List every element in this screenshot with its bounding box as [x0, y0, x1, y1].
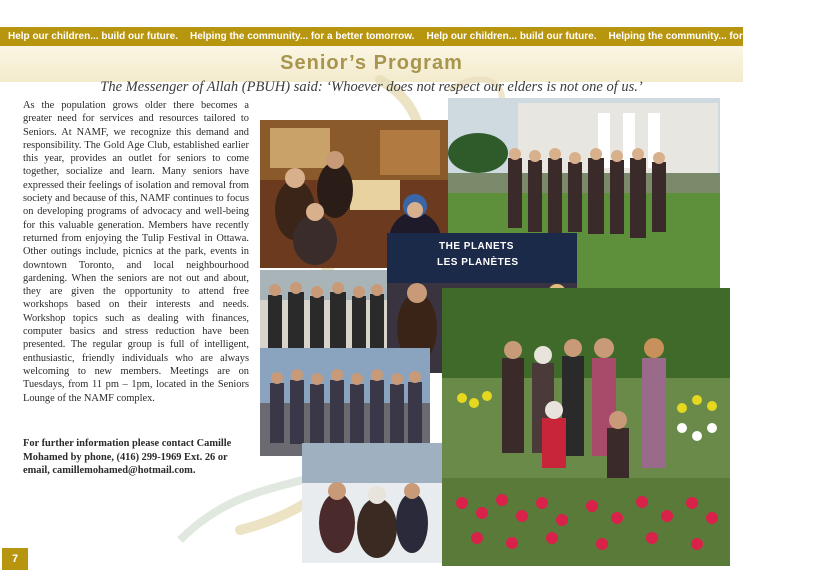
banner-slogan: Helping the community... for a better tomorrow. — [190, 31, 415, 42]
photo-collage — [252, 98, 730, 566]
hadith-quote: The Messenger of Allah (PBUH) said: ‘Whoever does not respect our elders is not one of us.’ — [100, 79, 643, 95]
top-banner — [0, 27, 833, 46]
photo-bus-group — [260, 348, 430, 456]
article-body: As the population grows older there becomes a greater need for services and resources tailored to Seniors. At NAMF, we recognize this demand and responsibility. The Gold Age Club, established earlier this year, provides an outlet for seniors to come together, socialize and learn. Many seniors have expressed their feelings of isolation and removal from society and because of this, NAMF continues to focus on developing programs of advocacy and well-being for this valuable generation. Members have recently returned from enjoying the Tulip Festival in Ottawa. Other outings include, picnics at the park, events in downtown Toronto, and local neighbourhood gardening. When the seniors are not out and about, they are given the opportunity to attend free workshops based on their interests and needs. Workshop topics such as dealing with finances, computer basics and stress reduction have been presented. The regular group is full of intelligent, enthusiastic, friendly individuals who are always welcoming to new members. Meetings are on Tuesdays, from 11 pm – 1pm, located in the Seniors Lounge of the NAMF complex. — [23, 100, 249, 404]
banner-slogan: Help our children... build our future. — [8, 31, 178, 42]
photo-winter-group — [260, 270, 390, 360]
photo-tulip-festival — [442, 288, 730, 566]
contact-info: For further information please contact Camille Mohamed by phone, (416) 299-1969 Ext. 26 or email, camillemohamed@hotmail.com. — [23, 438, 232, 476]
planets-sign-french: LES PLANÈTES — [437, 257, 519, 268]
banner-slogan: Helping the community... for a better tomorrow. — [608, 31, 833, 42]
planets-sign-english: THE PLANETS — [439, 241, 514, 252]
page-title: Senior’s Program — [280, 52, 463, 74]
page-number: 7 — [2, 548, 28, 570]
banner-slogan: Help our children... build our future. — [426, 31, 597, 42]
